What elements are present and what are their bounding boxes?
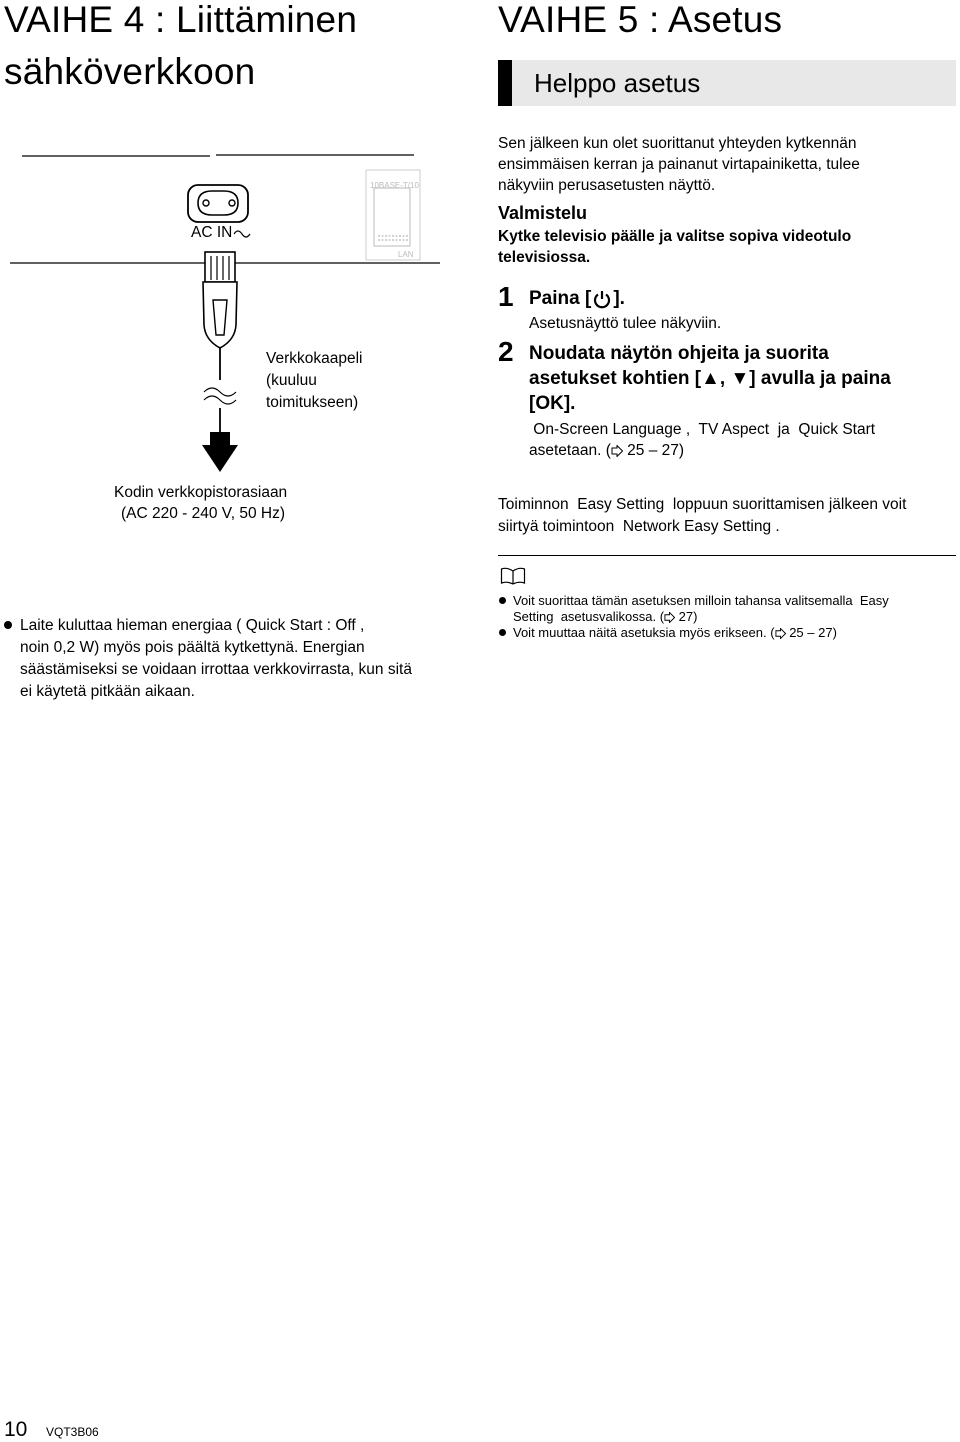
step1-title: [529, 286, 625, 311]
step1-number: 1: [498, 281, 514, 312]
step2-desc-suffix: 25 – 27): [622, 442, 685, 459]
step2-title-line3: [OK].: [529, 393, 576, 414]
step2-title-line1: Noudata näytön ohjeita ja suorita: [529, 343, 829, 364]
left-note-line1: Laite kuluttaa hieman energiaa ( Quick Start : Off ,: [20, 617, 365, 634]
step4-title-line1: VAIHE 4 : Liittäminen: [4, 0, 358, 40]
result-line1: Toiminnon Easy Setting loppuun suorittamisen jälkeen voit: [498, 496, 907, 513]
outlet-label-line1: Kodin verkkopistorasiaan: [114, 484, 288, 501]
step1-title-prefix: Paina [: [529, 288, 592, 309]
bullet-icon: [4, 621, 12, 629]
preparation-title: Valmistelu: [498, 203, 588, 223]
divider: [498, 555, 956, 556]
preparation-line2: televisiossa.: [498, 249, 591, 266]
step5-title: VAIHE 5 : Asetus: [498, 0, 783, 40]
intro-line2: ensimmäisen kerran ja painanut virtapainiketta, tulee: [498, 156, 860, 173]
note2-suffix: 25 – 27): [785, 625, 837, 640]
cable-label-line2: (kuuluu: [266, 372, 317, 389]
ac-in-label: AC IN: [191, 224, 233, 241]
page-reference-icon: [664, 612, 675, 623]
down-arrow-icon: [202, 432, 238, 472]
step1-description: Asetusnäyttö tulee näkyviin.: [529, 315, 722, 332]
left-note-line3: säästämiseksi se voidaan irrottaa verkkovirrasta, kun sitä: [20, 661, 412, 678]
note1-line2-suffix: 27): [675, 609, 698, 624]
note2-line1: [513, 625, 837, 641]
left-note-line2: noin 0,2 W) myös pois päältä kytkettynä. Energian: [20, 639, 365, 656]
power-icon: [592, 289, 612, 309]
book-note-icon: [500, 567, 526, 585]
step2-title-line2: asetukset kohtien [▲, ▼] avulla ja paina: [529, 368, 891, 389]
step4-title-line2: sähköverkkoon: [4, 51, 256, 92]
page-number: 10: [4, 1418, 28, 1441]
intro-line3: näkyviin perusasetusten näyttö.: [498, 177, 716, 194]
cable-label-line3: toimitukseen): [266, 394, 359, 411]
step1-title-suffix: ].: [613, 288, 625, 309]
power-connection-diagram: [0, 140, 470, 485]
intro-line1: Sen jälkeen kun olet suorittanut yhteyden kytkennän: [498, 135, 857, 152]
section-header-bar: [498, 60, 512, 106]
lan-port-bottom-label: LAN: [398, 250, 414, 259]
step2-desc-prefix: asetetaan. (: [529, 442, 611, 459]
bullet-icon: [499, 597, 506, 604]
left-note-line4: ei käytetä pitkään aikaan.: [20, 683, 195, 700]
step2-number: 2: [498, 336, 514, 367]
step2-description-line2: [529, 440, 684, 462]
cable-label-line1: Verkkokaapeli: [266, 350, 363, 367]
section-header: [498, 60, 956, 106]
model-code: VQT3B06: [46, 1425, 99, 1439]
note1-line2: [513, 609, 697, 625]
section-header-title: Helppo asetus: [534, 68, 701, 98]
note1-line2-prefix: Setting asetusvalikossa. (: [513, 609, 665, 624]
note1-line1: Voit suorittaa tämän asetuksen milloin tahansa valitsemalla Easy: [513, 593, 889, 608]
result-line2: siirtyä toimintoon Network Easy Setting .: [498, 518, 780, 535]
step2-description-line1: On-Screen Language , TV Aspect ja Quick Start: [529, 421, 880, 438]
preparation-line1: Kytke televisio päälle ja valitse sopiva videotulo: [498, 228, 852, 245]
page-reference-icon: [611, 445, 623, 457]
power-plug-icon: [203, 252, 237, 432]
lan-port-top-label: 10BASE-T/10: [370, 181, 419, 190]
page-reference-icon: [775, 628, 786, 639]
outlet-label-line2: (AC 220 - 240 V, 50 Hz): [121, 505, 285, 522]
ac-inlet-icon: [188, 185, 248, 222]
note2-prefix: Voit muuttaa näitä asetuksia myös erikseen. (: [513, 625, 775, 640]
bullet-icon: [499, 629, 506, 636]
